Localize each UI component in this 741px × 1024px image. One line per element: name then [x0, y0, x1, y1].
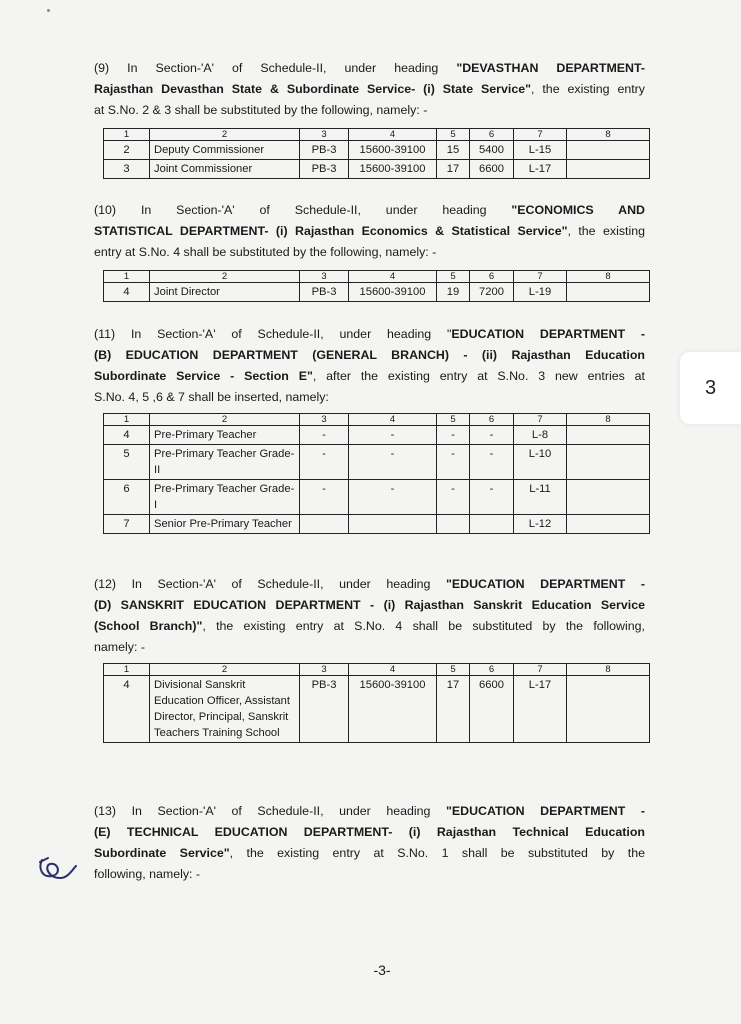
table-cell: 7200: [470, 283, 514, 302]
text-line: [94, 221, 645, 242]
post-name-cell: Divisional Sanskrit Education Officer, Assistant Director, Principal, Sanskrit Teachers Training School: [150, 676, 300, 743]
table-cell: [437, 515, 470, 534]
text-line: [94, 864, 645, 885]
bold-heading-text: (School Branch)": [94, 619, 203, 633]
table-cell: [567, 283, 650, 302]
text-line: [94, 637, 645, 658]
bold-heading-text: (B) EDUCATION DEPARTMENT (GENERAL BRANCH) - (ii) Rajasthan Education: [94, 348, 645, 362]
table-cell: L-17: [514, 676, 567, 743]
table-cell: [300, 515, 349, 534]
bold-heading-text: Subordinate Service": [94, 846, 230, 860]
table-cell: PB-3: [300, 283, 349, 302]
column-number-cell: 5: [437, 414, 470, 426]
table-cell: [567, 426, 650, 445]
post-name-cell: Senior Pre-Primary Teacher: [150, 515, 300, 534]
column-number-cell: 6: [470, 664, 514, 676]
table-cell: [470, 515, 514, 534]
column-number-cell: 7: [514, 414, 567, 426]
table-cell: L-11: [514, 480, 567, 515]
page-number: -3-: [373, 962, 391, 978]
table-cell: [349, 515, 437, 534]
column-number-cell: 2: [150, 664, 300, 676]
section-12-text: [94, 574, 645, 658]
table-cell: 19: [437, 283, 470, 302]
column-number-cell: 6: [470, 271, 514, 283]
table-cell: -: [470, 445, 514, 480]
column-number-cell: 1: [104, 271, 150, 283]
bold-heading-text: (D) SANSKRIT EDUCATION DEPARTMENT - (i) Rajasthan Sanskrit Education Service: [94, 598, 645, 612]
table-cell: 5400: [470, 141, 514, 160]
body-text: , the existing: [567, 224, 645, 238]
column-number-cell: 7: [514, 664, 567, 676]
table-cell: [567, 141, 650, 160]
bold-heading-text: "EDUCATION DEPARTMENT -: [446, 804, 645, 818]
table-cell: 6600: [470, 160, 514, 179]
table-header-row: [104, 414, 650, 426]
bold-heading-text: "EDUCATION DEPARTMENT -: [446, 577, 645, 591]
table-cell: 7: [104, 515, 150, 534]
bold-heading-text: (E) TECHNICAL EDUCATION DEPARTMENT- (i) Rajasthan Technical Education: [94, 825, 645, 839]
column-number-cell: 4: [349, 129, 437, 141]
table-cell: 5: [104, 445, 150, 480]
table-cell: 17: [437, 160, 470, 179]
column-number-cell: 4: [349, 414, 437, 426]
table-cell: 3: [104, 160, 150, 179]
table-cell: [567, 480, 650, 515]
column-number-cell: 7: [514, 129, 567, 141]
section-12-table: [103, 663, 650, 743]
column-number-cell: 1: [104, 414, 150, 426]
column-number-cell: 7: [514, 271, 567, 283]
table-cell: -: [470, 426, 514, 445]
body-text: (10) In Section-'A' of Schedule-II, under heading: [94, 203, 512, 217]
bold-heading-text: "DEVASTHAN DEPARTMENT-: [456, 61, 645, 75]
table-cell: PB-3: [300, 160, 349, 179]
table-cell: -: [437, 480, 470, 515]
text-line: [94, 58, 645, 79]
scan-speck: [47, 9, 50, 12]
bold-heading-text: EDUCATION DEPARTMENT -: [451, 327, 646, 341]
table-cell: -: [300, 445, 349, 480]
text-line: [94, 242, 645, 263]
column-number-cell: 3: [300, 129, 349, 141]
table-row: [104, 160, 650, 179]
text-line: [94, 801, 645, 822]
column-number-cell: 6: [470, 129, 514, 141]
section-10-text: [94, 200, 645, 263]
column-number-cell: 4: [349, 664, 437, 676]
column-number-cell: 6: [470, 414, 514, 426]
body-text: , the existing entry at S.No. 1 shall be substituted by the: [229, 846, 645, 860]
section-11-table: [103, 413, 650, 534]
body-text: , after the existing entry at S.No. 3 new entries at: [312, 369, 645, 383]
table-cell: 4: [104, 676, 150, 743]
column-number-cell: 5: [437, 664, 470, 676]
table-cell: L-10: [514, 445, 567, 480]
table-row: [104, 141, 650, 160]
table-row: [104, 480, 650, 515]
body-text: (12) In Section-'A' of Schedule-II, under heading: [94, 577, 446, 591]
table-cell: L-8: [514, 426, 567, 445]
table-cell: -: [437, 445, 470, 480]
column-number-cell: 4: [349, 271, 437, 283]
text-line: [94, 574, 645, 595]
body-text: , the existing entry: [531, 82, 645, 96]
bold-heading-text: Rajasthan Devasthan State & Subordinate Service- (i) State Service": [94, 82, 531, 96]
column-number-cell: 8: [567, 129, 650, 141]
table-cell: [567, 676, 650, 743]
text-line: [94, 595, 645, 616]
table-cell: 6600: [470, 676, 514, 743]
section-9-table: [103, 128, 650, 179]
body-text: at S.No. 2 & 3 shall be substituted by the following, namely: -: [94, 103, 428, 117]
section-13-text: [94, 801, 645, 885]
bold-heading-text: STATISTICAL DEPARTMENT- (i) Rajasthan Economics & Statistical Service": [94, 224, 568, 238]
table-header-row: [104, 271, 650, 283]
table-row: [104, 676, 650, 743]
table-cell: L-15: [514, 141, 567, 160]
column-number-cell: 5: [437, 271, 470, 283]
handwritten-initial-mark: [36, 848, 80, 888]
bold-heading-text: Subordinate Service - Section E": [94, 369, 313, 383]
column-number-cell: 8: [567, 414, 650, 426]
text-line: [94, 387, 645, 408]
table-cell: PB-3: [300, 141, 349, 160]
table-cell: [567, 160, 650, 179]
column-number-cell: 8: [567, 271, 650, 283]
table-cell: -: [300, 426, 349, 445]
post-name-cell: Pre-Primary Teacher Grade-II: [150, 445, 300, 480]
table-cell: 4: [104, 426, 150, 445]
table-cell: -: [300, 480, 349, 515]
text-line: [94, 79, 645, 100]
table-row: [104, 515, 650, 534]
table-header-row: [104, 664, 650, 676]
body-text: namely: -: [94, 640, 145, 654]
text-line: [94, 200, 645, 221]
column-number-cell: 8: [567, 664, 650, 676]
post-name-cell: Joint Commissioner: [150, 160, 300, 179]
column-number-cell: 5: [437, 129, 470, 141]
section-9-text: [94, 58, 645, 121]
text-line: [94, 324, 645, 345]
table-cell: 15600-39100: [349, 160, 437, 179]
column-number-cell: 3: [300, 414, 349, 426]
table-cell: -: [470, 480, 514, 515]
table-cell: 15600-39100: [349, 676, 437, 743]
table-cell: -: [437, 426, 470, 445]
table-cell: 4: [104, 283, 150, 302]
post-name-cell: Deputy Commissioner: [150, 141, 300, 160]
table-header-row: [104, 129, 650, 141]
column-number-cell: 1: [104, 129, 150, 141]
table-row: [104, 426, 650, 445]
table-cell: L-17: [514, 160, 567, 179]
body-text: (13) In Section-'A' of Schedule-II, under heading: [94, 804, 446, 818]
table-cell: 15: [437, 141, 470, 160]
text-line: [94, 100, 645, 121]
post-name-cell: Pre-Primary Teacher: [150, 426, 300, 445]
table-row: [104, 283, 650, 302]
text-line: [94, 822, 645, 843]
body-text: (11) In Section-'A' of Schedule-II, under heading ": [94, 327, 452, 341]
column-number-cell: 3: [300, 664, 349, 676]
body-text: S.No. 4, 5 ,6 & 7 shall be inserted, namely:: [94, 390, 329, 404]
table-cell: -: [349, 480, 437, 515]
table-cell: -: [349, 445, 437, 480]
table-cell: L-12: [514, 515, 567, 534]
text-line: [94, 345, 645, 366]
table-cell: PB-3: [300, 676, 349, 743]
column-number-cell: 2: [150, 414, 300, 426]
column-number-cell: 1: [104, 664, 150, 676]
table-cell: L-19: [514, 283, 567, 302]
table-cell: [567, 445, 650, 480]
post-name-cell: Pre-Primary Teacher Grade-I: [150, 480, 300, 515]
table-cell: 2: [104, 141, 150, 160]
table-cell: 15600-39100: [349, 283, 437, 302]
table-cell: 17: [437, 676, 470, 743]
table-cell: -: [349, 426, 437, 445]
page-tab-badge: 3: [680, 352, 741, 424]
body-text: (9) In Section-'A' of Schedule-II, under heading: [94, 61, 457, 75]
section-10-table: [103, 270, 650, 302]
table-cell: 15600-39100: [349, 141, 437, 160]
body-text: , the existing entry at S.No. 4 shall be substituted by the following,: [202, 619, 645, 633]
text-line: [94, 843, 645, 864]
column-number-cell: 3: [300, 271, 349, 283]
section-11-text: [94, 324, 645, 408]
body-text: entry at S.No. 4 shall be substituted by the following, namely: -: [94, 245, 437, 259]
text-line: [94, 616, 645, 637]
table-cell: [567, 515, 650, 534]
body-text: following, namely: -: [94, 867, 201, 881]
post-name-cell: Joint Director: [150, 283, 300, 302]
table-cell: 6: [104, 480, 150, 515]
text-line: [94, 366, 645, 387]
table-row: [104, 445, 650, 480]
column-number-cell: 2: [150, 271, 300, 283]
bold-heading-text: "ECONOMICS AND: [511, 203, 645, 217]
column-number-cell: 2: [150, 129, 300, 141]
